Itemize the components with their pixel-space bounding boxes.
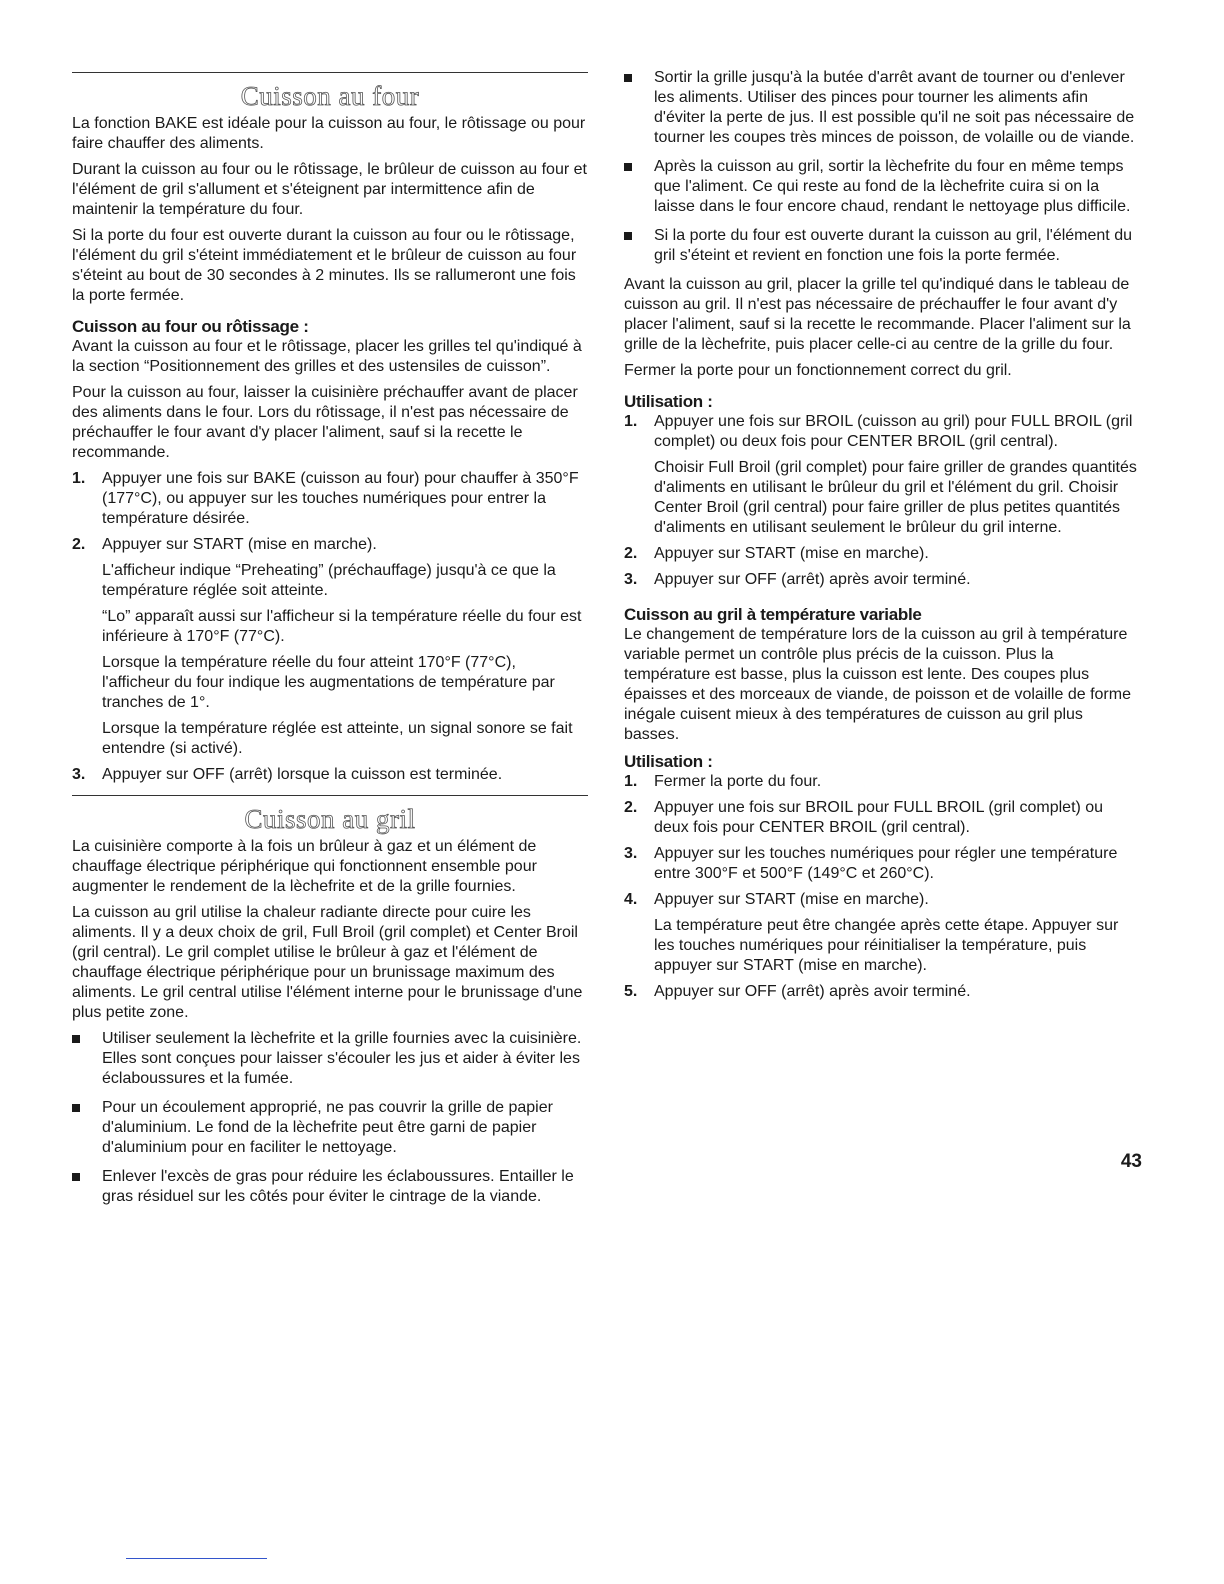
left-column: [72, 62, 588, 1216]
step-number: 1.: [624, 773, 638, 790]
broil-para-2: La cuisson au gril utilise la chaleur radiante directe pour cuire les aliments. Il y a deux choix de gril, Full Broil (gril complet) et Center Broil (gril central). Le gril complet utilise le brûleur à gaz et l'élément de chauffage électrique périphérique pour un brunissage maximum des aliments. Le gril central utilise l'élément interne pour le brunissage d'une plus petite zone.: [72, 904, 583, 1021]
step-number: 2.: [72, 536, 86, 553]
square-bullet-icon: [72, 1035, 80, 1043]
bake-step: [72, 469, 588, 529]
bottom-link-line: [126, 1558, 267, 1559]
variable-broil-heading: Cuisson au gril à température variable: [624, 605, 922, 624]
step-note: Lorsque la température réglée est atteinte, un signal sonore se fait entendre (si activé).: [102, 720, 573, 757]
step-number: 1.: [72, 470, 86, 487]
bullet-text: Utiliser seulement la lèchefrite et la grille fournies avec la cuisinière. Elles sont conçues pour laisser s'écouler les jus et aider à éviter les éclaboussures et la fumée.: [102, 1030, 582, 1087]
step-number: 3.: [72, 766, 86, 783]
bullet-text: Sortir la grille jusqu'à la butée d'arrêt avant de tourner ou d'enlever les aliments. Utiliser des pinces pour tourner les aliments afin d'éviter la perte de jus. Il est possible qu'il ne soit pas nécessaire de tourner les coupes très minces de poisson, de volaille ou de viande.: [654, 69, 1135, 146]
bullet-item: [624, 157, 1142, 217]
broil-steps: [624, 412, 1142, 590]
square-bullet-icon: [624, 232, 632, 240]
step-text: Appuyer sur START (mise en marche).: [654, 891, 929, 908]
bullet-item: [72, 1098, 588, 1158]
use-heading-1: Utilisation :: [624, 392, 713, 411]
step-text: Appuyer une fois sur BROIL (cuisson au gril) pour FULL BROIL (gril complet) ou deux fois pour CENTER BROIL (gril central).: [654, 413, 1133, 450]
bullet-item: [72, 1167, 588, 1207]
step-text: Appuyer une fois sur BROIL pour FULL BROIL (gril complet) ou deux fois pour CENTER BROIL (gril central).: [654, 799, 1104, 836]
broil-bullets: [72, 1029, 588, 1207]
variable-broil-para: Le changement de température lors de la cuisson au gril à température variable permet un contrôle plus précis de la cuisson. Plus la température est basse, plus la cuisson est lente. Des coupes plus épaisses et des morceaux de viande, de poisson et de volaille de forme inégale cuisent mieux à des températures de cuisson au gril plus basses.: [624, 626, 1131, 743]
variable-broil-steps: [624, 772, 1142, 1002]
square-bullet-icon: [624, 74, 632, 82]
bullet-item: [624, 226, 1142, 266]
bake-sub-para-2: Pour la cuisson au four, laisser la cuisinière préchauffer avant de placer des aliments dans le four. Lors du rôtissage, il n'est pas nécessaire de préchauffer le four avant d'y placer l'aliment, sauf si la recette le recommande.: [72, 384, 578, 461]
broil-tips: [624, 68, 1142, 266]
bullet-item: [624, 68, 1142, 148]
bake-sub-para-1: Avant la cuisson au four et le rôtissage, placer les grilles tel qu'indiqué à la section “Positionnement des grilles et des ustensiles de cuisson”.: [72, 338, 582, 375]
step-text: Appuyer sur OFF (arrêt) après avoir terminé.: [654, 983, 971, 1000]
variable-step: [624, 890, 1142, 976]
bullet-text: Pour un écoulement approprié, ne pas couvrir la grille de papier d'aluminium. Le fond de la lèchefrite peut être garni de papier d'aluminium pour en faciliter le nettoyage.: [102, 1099, 553, 1156]
bake-intro-2: Durant la cuisson au four ou le rôtissage, le brûleur de cuisson au four et l'élément de gril s'allument et s'éteignent par intermittence afin de maintenir la température du four.: [72, 161, 587, 218]
bake-intro-1: La fonction BAKE est idéale pour la cuisson au four, le rôtissage ou pour faire chauffer des aliments.: [72, 115, 586, 152]
step-number: 3.: [624, 571, 638, 588]
step-number: 2.: [624, 545, 638, 562]
variable-step: [624, 982, 1142, 1002]
square-bullet-icon: [72, 1104, 80, 1112]
broil-step: [624, 570, 1142, 590]
bake-subheading: Cuisson au four ou rôtissage :: [72, 317, 309, 336]
step-note: Lorsque la température réelle du four atteint 170°F (77°C), l'afficheur du four indique les augmentations de température par tranches de 1°.: [102, 654, 555, 711]
broil-step: [624, 412, 1142, 538]
bake-intro-3: Si la porte du four est ouverte durant la cuisson au four ou le rôtissage, l'élément du gril s'éteint immédiatement et le brûleur de cuisson au four s'éteint au bout de 30 secondes à 2 minutes. Ils se rallumeront une fois la porte fermée.: [72, 227, 577, 304]
square-bullet-icon: [72, 1173, 80, 1181]
step-number: 4.: [624, 891, 638, 908]
bullet-text: Après la cuisson au gril, sortir la lèchefrite du four en même temps que l'aliment. Ce qui reste au fond de la lèchefrite cuira si on la laisse dans le four encore chaud, rendant le nettoyage plus difficile.: [654, 158, 1131, 215]
bullet-text: Enlever l'excès de gras pour réduire les éclaboussures. Entailler le gras résiduel sur les côtés pour éviter le cintrage de la viande.: [102, 1168, 574, 1205]
step-note: “Lo” apparaît aussi sur l'afficheur si la température réelle du four est inférieure à 170°F (77°C).: [102, 608, 582, 645]
step-text: Appuyer sur OFF (arrêt) après avoir terminé.: [654, 571, 971, 588]
broil-section-title: Cuisson au gril: [244, 804, 416, 834]
page-number: 43: [1120, 1151, 1142, 1172]
bake-step: [72, 765, 588, 785]
bake-section-title: Cuisson au four: [240, 81, 420, 111]
broil-para-3: Avant la cuisson au gril, placer la grille tel qu'indiqué dans le tableau de cuisson au gril. Il n'est pas nécessaire de préchauffer le four avant d'y placer l'aliment, sauf si la recette le recommande. Placer l'aliment sur la grille de la lèchefrite, puis placer celle-ci au centre de la grille du four.: [624, 276, 1131, 353]
step-number: 5.: [624, 983, 638, 1000]
step-note: La température peut être changée après cette étape. Appuyer sur les touches numériques pour réinitialiser la température, puis appuyer sur START (mise en marche).: [654, 917, 1119, 974]
variable-step: [624, 772, 1142, 792]
step-text: Appuyer sur OFF (arrêt) lorsque la cuisson est terminée.: [102, 766, 503, 783]
broil-step: [624, 544, 1142, 564]
step-text: Fermer la porte du four.: [654, 773, 822, 790]
square-bullet-icon: [624, 163, 632, 171]
section-rule: [72, 795, 588, 796]
broil-para-1: La cuisinière comporte à la fois un brûleur à gaz et un élément de chauffage électrique périphérique qui fonctionnent ensemble pour augmenter le rendement de la lèchefrite et de la grille fournies.: [72, 838, 537, 895]
variable-step: [624, 798, 1142, 838]
bake-step: [72, 535, 588, 759]
step-number: 1.: [624, 413, 638, 430]
step-number: 3.: [624, 845, 638, 862]
use-heading-2: Utilisation :: [624, 752, 713, 771]
section-rule: [72, 72, 588, 73]
step-note: Choisir Full Broil (gril complet) pour faire griller de grandes quantités d'aliments en utilisant le brûleur du gril et l'élément du gril. Choisir Center Broil (gril central) pour faire griller de plus petites quantités d'aliments en utilisant seulement le brûleur du gril interne.: [654, 459, 1137, 536]
step-number: 2.: [624, 799, 638, 816]
step-text: Appuyer sur START (mise en marche).: [654, 545, 929, 562]
step-note: L'afficheur indique “Preheating” (préchauffage) jusqu'à ce que la température réglée soit atteinte.: [102, 562, 556, 599]
bullet-item: [72, 1029, 588, 1089]
step-text: Appuyer sur START (mise en marche).: [102, 536, 377, 553]
step-text: Appuyer une fois sur BAKE (cuisson au four) pour chauffer à 350°F (177°C), ou appuyer sur les touches numériques pour entrer la température désirée.: [102, 470, 579, 527]
step-text: Appuyer sur les touches numériques pour régler une température entre 300°F et 500°F (149°C et 260°C).: [654, 845, 1118, 882]
bullet-text: Si la porte du four est ouverte durant la cuisson au gril, l'élément du gril s'éteint et revient en fonction une fois la porte fermée.: [654, 227, 1132, 264]
broil-para-4: Fermer la porte pour un fonctionnement correct du gril.: [624, 362, 1012, 379]
right-column: [624, 68, 1142, 1008]
variable-step: [624, 844, 1142, 884]
bake-steps: [72, 469, 588, 785]
